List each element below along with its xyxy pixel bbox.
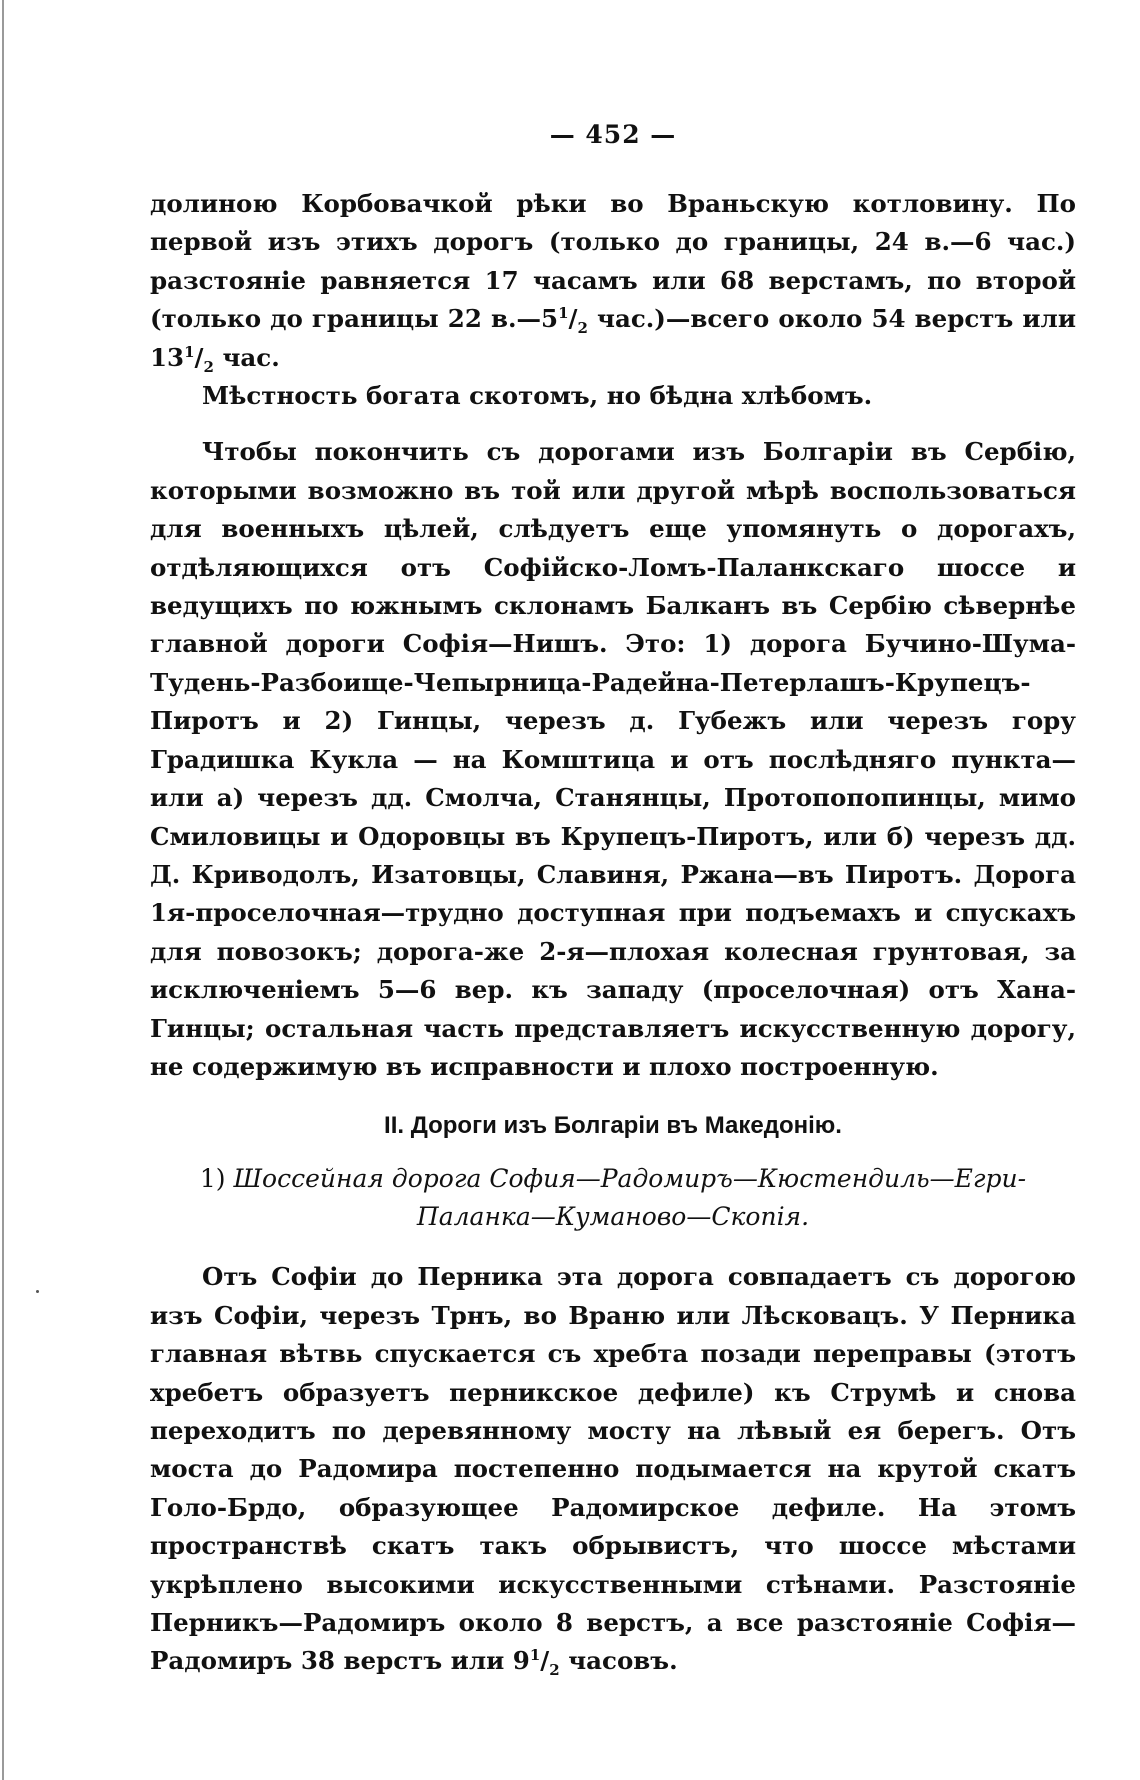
paragraph-text: Отъ Софіи до Перника эта дорога совпадаетъ съ дорогою изъ Софіи, черезъ Трнъ, во Враню или Лѣсковацъ. У Перника главная вѣтвь спускается съ хребта позади переправы (этотъ хребетъ образуетъ перникское дефиле) къ Струмѣ и снова переходитъ по деревянному мосту на лѣвый ея берегъ. Отъ моста до Радомира постепенно подымается на крутой скатъ Голо-Брдо, образующее Радомирское дефиле. На этомъ пространствѣ скатъ такъ обрывистъ, что шоссе мѣстами укрѣплено высокими искусственными стѣнами. Разстояніе Перникъ—Радомиръ около 8 верстъ, а все разстояніе Софія—Радомиръ 38 верстъ или $9^1/_2$ часовъ. — [150, 1262, 1076, 1680]
paragraph-livestock — [150, 377, 1076, 415]
page-number: — 452 — — [549, 120, 677, 149]
subsection-title: Шоссейная дорога София—Радомиръ—Кюстендиль—Егри-Паланка—Куманово—Скопія. — [233, 1164, 1027, 1232]
subsection-heading — [190, 1160, 1036, 1236]
paragraph-text: долиною Корбовачкой рѣки во Враньскую котловину. По первой изъ этихъ дорогъ (только до границы, 24 в.—6 час.) разстояніе равняется 17 часамъ или 68 верстамъ, по второй (только до границы 22 $в.—5^1/_2$ час.)—всего около 54 верстъ или $13^1/_2$ час. — [150, 189, 1076, 376]
page-edge-line — [2, 0, 4, 1780]
paragraph-text: Чтобы покончить съ дорогами изъ Болгаріи въ Сербію, которыми возможно въ той или другой мѣрѣ воспользоваться для военныхъ цѣлей, слѣдуетъ еще упомянуть о дорогахъ, отдѣляющихся отъ Софійско-Ломъ-Паланкскаго шоссе и ведущихъ по южнымъ склонамъ Балканъ въ Сербію сѣвернѣе главной дороги Софія—Нишъ. Это: 1) дорога Бучино-Шума-Тудень-Разбоище-Чепырница-Радейна-Петерлашъ-Крупецъ-Пиротъ и 2) Гинцы, черезъ д. Губежъ или черезъ гору Градишка Кукла — на Комштица и отъ послѣдняго пункта—или а) черезъ дд. Смолча, Станянцы, Протопопопинцы, мимо Смиловицы и Одоровцы въ Крупецъ-Пиротъ, или б) черезъ дд. Д. Криводолъ, Изатовцы, Славиня, Ржана—въ Пиротъ. Дорога 1я-проселочная—трудно доступная при подъемахъ и спускахъ для повозокъ; дорога-же 2-я—плохая колесная грунтовая, за исключеніемъ 5—6 вер. къ западу (проселочная) отъ Хана-Гинцы; остальная часть представляетъ искусственную дорогу, не содержимую въ исправности и плохо построенную. — [150, 437, 1076, 1081]
paragraph-roads-serbia — [150, 433, 1076, 1086]
subsection-number: 1) — [199, 1164, 226, 1194]
paragraph-text: Мѣстность богата скотомъ, но бѣдна хлѣбомъ. — [202, 381, 873, 411]
paragraph-continued — [150, 185, 1076, 377]
section-heading: II. Дороги изъ Болгаріи въ Македонію. — [384, 1112, 842, 1140]
scan-speck — [36, 1290, 39, 1293]
paragraph-sofia-pernik — [150, 1258, 1076, 1680]
book-page — [150, 120, 1076, 1681]
